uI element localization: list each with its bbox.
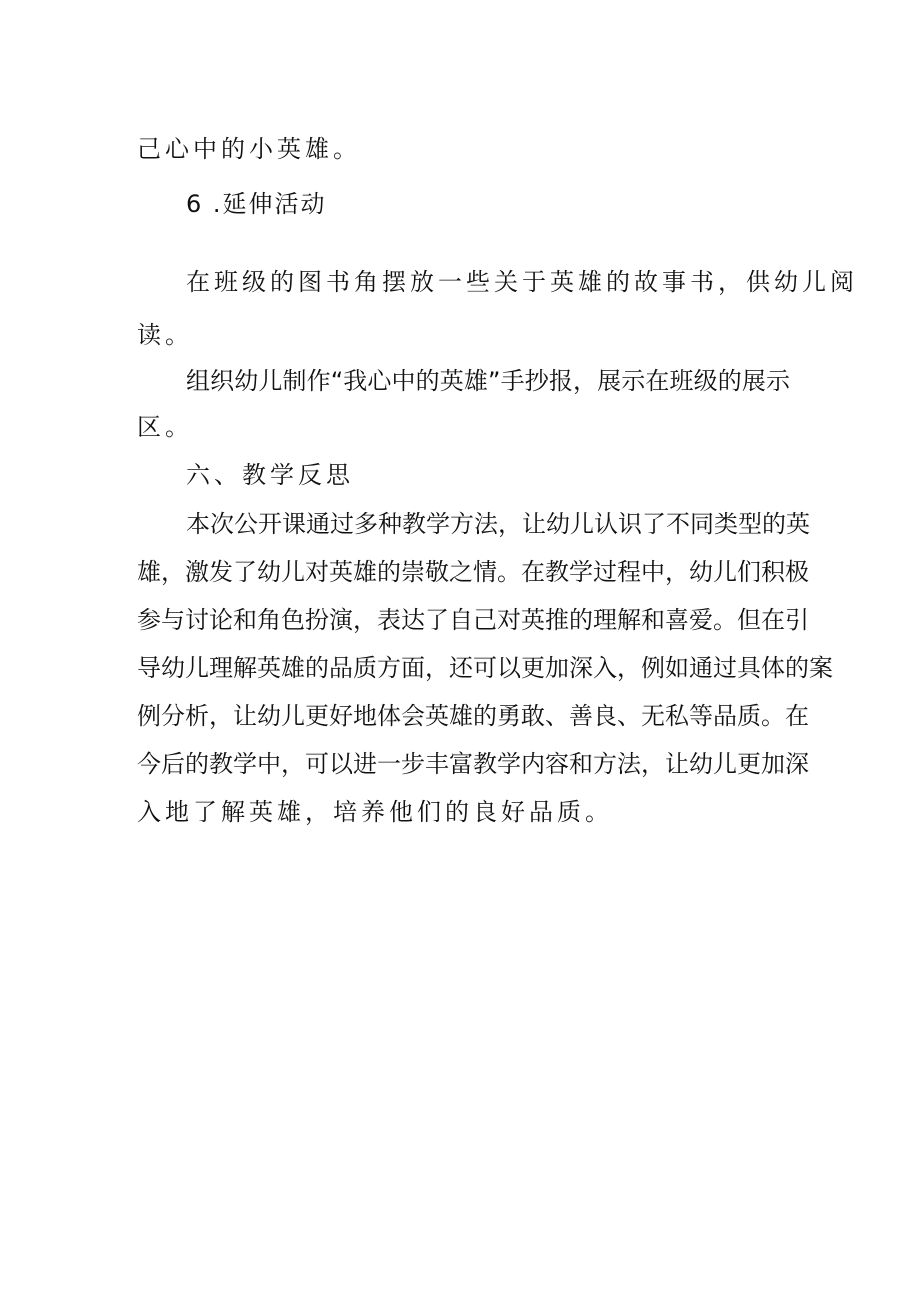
text-line-reading-corner: 在班级的图书角摆放一些关于英雄的故事书，供幼儿阅 [186,268,858,296]
text-line-reading-corner-end: 读。 [137,321,193,349]
paragraph-line: 例分析，让幼儿更好地体会英雄的勇敢、善良、无私等品质。在 [137,702,809,730]
text-line-poster: 组织幼儿制作“我心中的英雄”手抄报，展示在班级的展示 [186,367,790,395]
text-line-continuation: 己心中的小英雄。 [137,135,361,163]
text-line-poster-end: 区。 [137,413,193,441]
paragraph-line: 本次公开课通过多种教学方法，让幼儿认识了不同类型的英 [186,510,810,538]
paragraph-line: 今后的教学中，可以进一步丰富教学内容和方法，让幼儿更加深 [137,750,809,778]
section-heading-extension-activity: 6 .延伸活动 [186,190,327,218]
section-heading-teaching-reflection: 六、教学反思 [186,461,354,489]
paragraph-line-last: 入地了解英雄，培养他们的良好品质。 [137,798,613,826]
paragraph-line: 参与讨论和角色扮演，表达了自己对英推的理解和喜爱。但在引 [137,606,809,634]
paragraph-line: 导幼儿理解英雄的品质方面，还可以更加深入，例如通过具体的案 [137,654,833,682]
paragraph-line: 雄，激发了幼儿对英雄的崇敬之情。在教学过程中，幼儿们积极 [137,558,809,586]
